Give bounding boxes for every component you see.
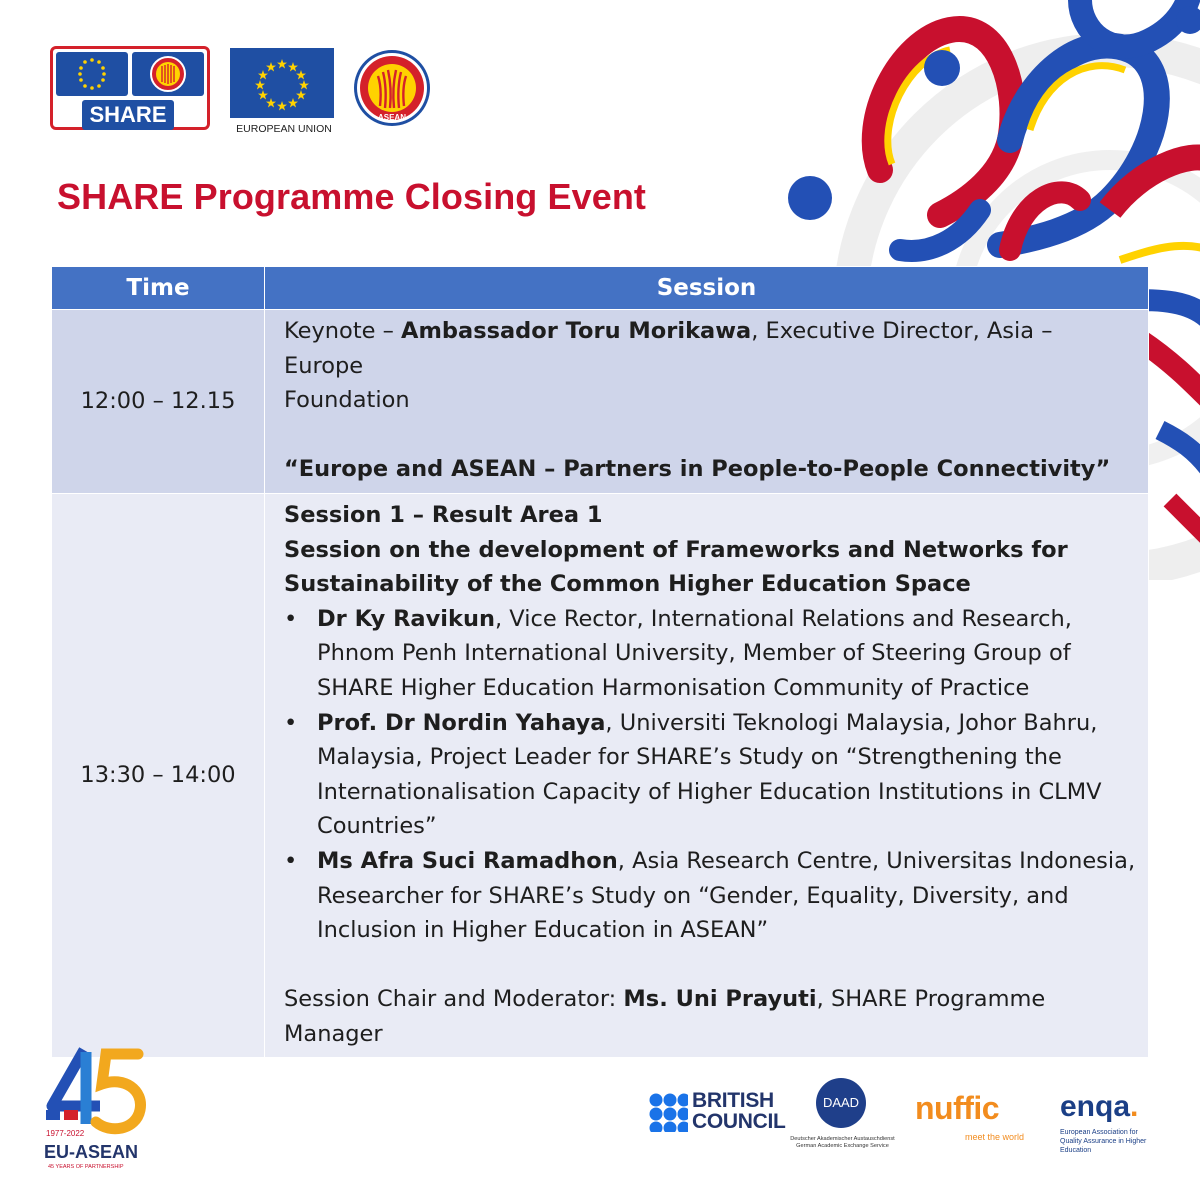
session-subtitle: Sustainability of the Common Higher Education Space: [284, 571, 971, 598]
list-item: • Ms Afra Suci Ramadhon, Asia Research Centre, Universitas Indonesia, Researcher for SHARE’s Study on “Gender, Equality, Diversity, and Inclusion in Higher Education in ASEAN”: [284, 844, 1136, 948]
asean-emblem-mini-icon: [132, 52, 204, 96]
speaker-name: Prof. Dr Nordin Yahaya: [317, 709, 606, 736]
asean-label: ASEAN: [377, 113, 407, 122]
eu-asean-tagline: 45 YEARS OF PARTNERSHIP: [48, 1164, 124, 1170]
column-header-time: Time: [52, 267, 265, 310]
session-title: Session 1 – Result Area 1: [284, 501, 603, 528]
list-item: • Prof. Dr Nordin Yahaya, Universiti Teknologi Malaysia, Johor Bahru, Malaysia, Project Leader for SHARE’s Study on “Strengthening the Internationalisation Capacity of Higher Education Institutions in CLMV Countries”: [284, 706, 1136, 844]
eu-asean-label: EU-ASEAN: [44, 1142, 139, 1162]
nuffic-logo: [915, 1090, 1033, 1150]
speaker-list: [284, 602, 1136, 948]
time-cell: 13:30 – 14:00: [52, 493, 265, 1058]
enqa-logo: enqa. European Association for Quality Assurance in Higher Education: [1060, 1090, 1147, 1154]
list-item: • Dr Ky Ravikun, Vice Rector, International Relations and Research, Phnom Penh International University, Member of Steering Group of SHARE Higher Education Harmonisation Community of Practice: [284, 602, 1136, 706]
share-logo-text: SHARE: [82, 100, 174, 130]
eu-flag-icon: [230, 48, 334, 118]
speaker-name: Dr Ky Ravikun: [317, 605, 495, 632]
speaker-name: Ms Afra Suci Ramadhon: [317, 847, 618, 874]
speaker-name: Ms. Uni Prayuti: [623, 986, 817, 1013]
table-row: [52, 310, 1149, 494]
table-header-row: [52, 267, 1149, 310]
time-cell: 12:00 – 12.15: [52, 310, 265, 494]
column-header-session: Session: [265, 267, 1149, 310]
session-cell: Keynote – Ambassador Toru Morikawa, Executive Director, Asia – Europe Foundation “Europe and ASEAN – Partners in People-to-People Connectivity”: [265, 310, 1149, 494]
eu-asean-years: 1977-2022: [46, 1129, 85, 1138]
keynote-title: “Europe and ASEAN – Partners in People-to-People Connectivity”: [284, 456, 1111, 483]
table-row: [52, 493, 1149, 1058]
eu-flag-mini-icon: [56, 52, 128, 96]
eu-label: EUROPEAN UNION: [236, 123, 332, 135]
eu-logo: [230, 48, 334, 138]
asean-emblem-icon: [352, 48, 432, 128]
session-chair: Session Chair and Moderator: Ms. Uni Prayuti, SHARE Programme: [284, 986, 1046, 1013]
eu-asean-45-logo: [44, 1044, 148, 1174]
daad-logo: DAAD Deutscher Akademischer Austauschdienst German Academic Exchange Service: [790, 1078, 895, 1178]
speaker-name: Ambassador Toru Morikawa: [401, 318, 752, 344]
nuffic-text: nuffic: [915, 1090, 1000, 1126]
daad-text: DAAD: [816, 1078, 866, 1128]
british-council-dots-icon: [648, 1092, 688, 1132]
agenda-table: [51, 266, 1149, 1058]
session-subtitle: Session on the development of Frameworks and Networks for: [284, 536, 1068, 563]
enqa-text: enqa: [1060, 1090, 1131, 1123]
page-title: SHARE Programme Closing Event: [57, 176, 647, 217]
british-council-logo: BRITISH COUNCIL: [648, 1090, 783, 1140]
nuffic-tagline: meet the world: [965, 1132, 1025, 1142]
british-council-text: BRITISH: [692, 1089, 774, 1112]
share-logo: [50, 46, 210, 130]
session-cell: Session 1 – Result Area 1 Session on the development of Frameworks and Networks for Sustainability of the Common Higher Education Space • Dr Ky Ravikun, Vice Rector, International Relations and Research, Phnom Penh International University, Member of Steering Group of SHARE Higher Education Harmonisation Community of Practice • Prof. Dr Nordin Yahaya, Universiti Teknologi Malaysia, Johor Bahru, Malaysia, Project Leader for SHARE’s Study on “Strengthening the Internationalisation Capacity of Higher Education Institutions in CLMV Countries” • Ms Afra Suci Ramadhon, Asia Research Centre, Universitas Indonesia, Researcher for SHARE’s Study on “Gender, Equality, Diversity, and Inclusion in Higher Education in ASEAN” Session Chair and Moderator: Ms. Uni Prayuti, SHARE Programme Manager: [265, 493, 1149, 1058]
